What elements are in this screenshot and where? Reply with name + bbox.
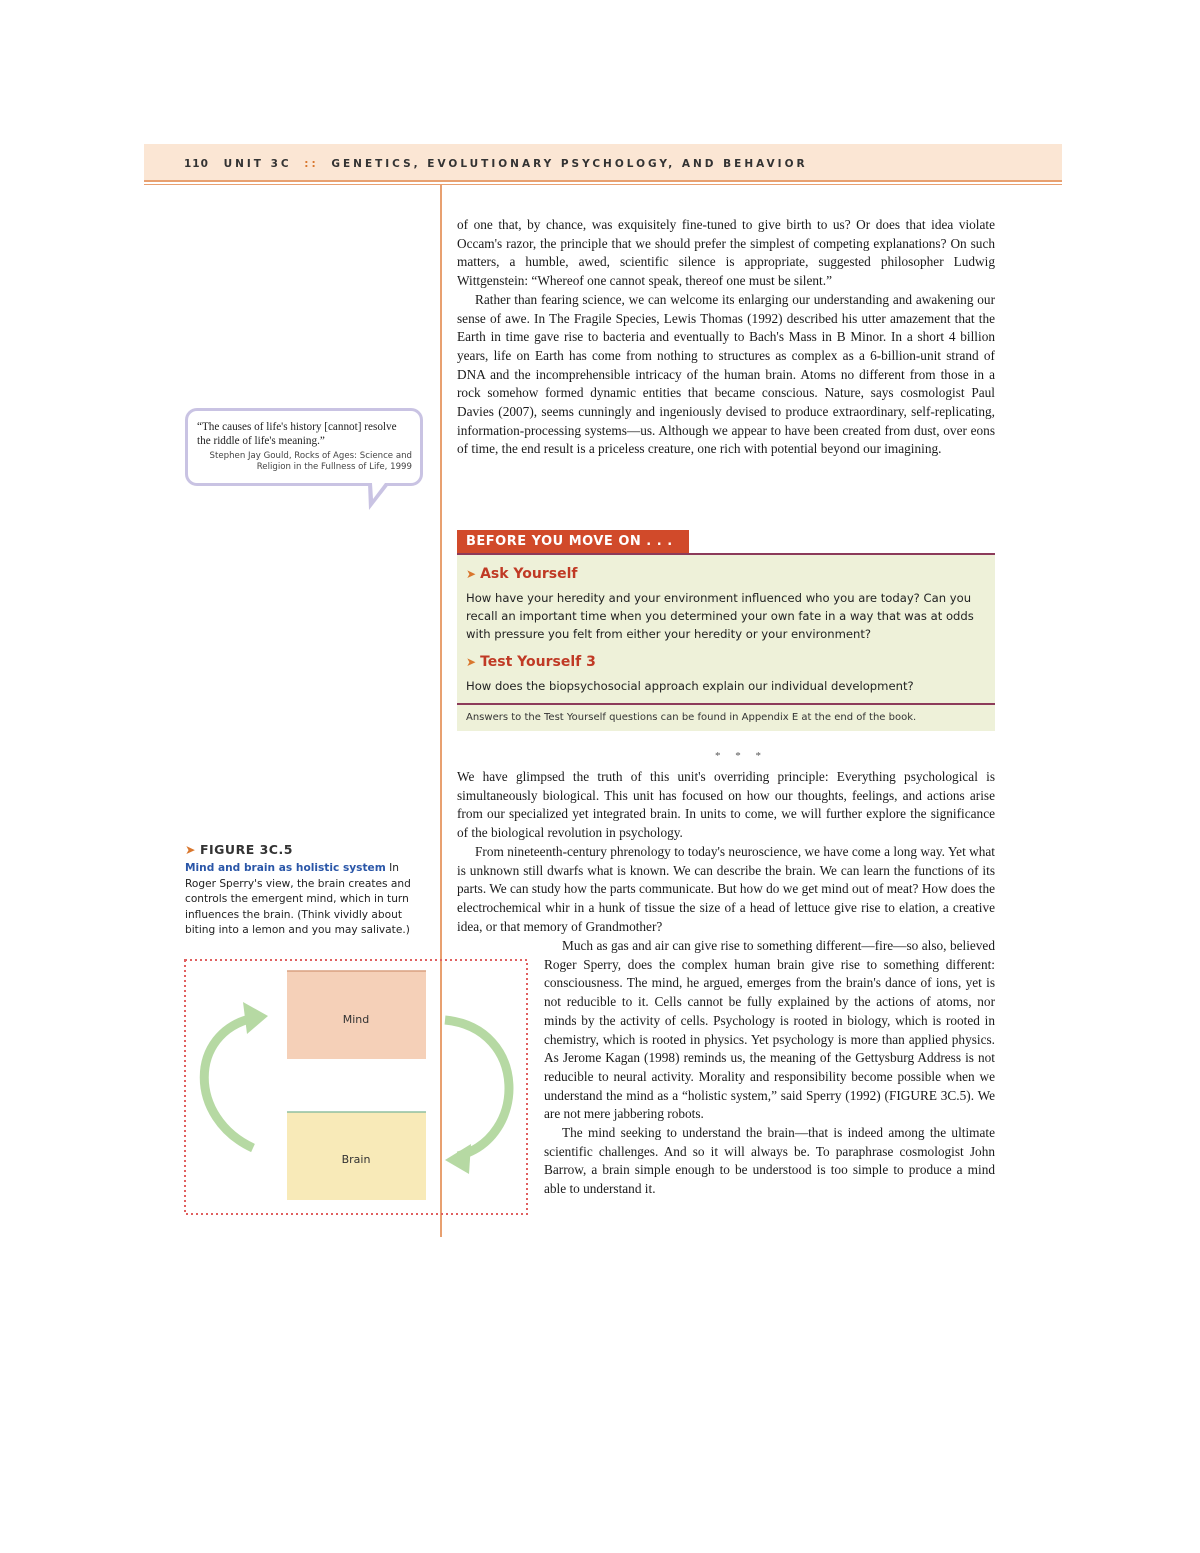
caption-body: In Roger Sperry's view, the brain creates and controls the emergent mind, which in turn influences the brain. (Think vividly about biting into a lemon and you may salivate.) [185, 862, 411, 936]
answers-note: Answers to the Test Yourself questions can be found in Appendix E at the end of the book. [466, 712, 917, 723]
arrow-head-icon [445, 1144, 471, 1174]
test-yourself-heading: ➤ Test Yourself 3 [466, 654, 596, 670]
brain-label: Brain [341, 1153, 371, 1166]
ask-yourself-heading: ➤ Ask Yourself [466, 566, 578, 582]
body-text-bottom [457, 768, 995, 936]
header-rule [144, 184, 1062, 185]
paragraph: Much as gas and air can give rise to something different—fire—so also, believed Roger Sperry, does the complex human brain give rise to something different: consciousness. The mind, he argued, emerges from the brain's dance of ions, yet is not reducible to it. Cells cannot be fully explained by the actions of atoms, nor minds by the activity of cells. Psychology is rooted in biology, which is rooted in chemistry, which is rooted in physics. Yet psychology is more than applied physics. As Jerome Kagan (1998) reminds us, the meaning of the Gettysburg Address is not reducible to neural activity. Morality and responsibility become possible when we understand the mind as a “holistic system,” said Sperry (1992) (FIGURE 3C.5). We are not mere jabbering robots. [544, 938, 995, 1122]
brain-to-mind-arrow [204, 1018, 253, 1148]
paragraph: From nineteenth-century phrenology to today's neuroscience, we have come a long way. Yet what is unknown still dwarfs what is known. We can describe the brain. We can learn the functions of its parts. We can study how the parts communicate. But how do we get mind out of meat? How does the electrochemical whir in a hunk of tissue the size of a head of lettuce give rise to elation, a creative idea, or that memory of Grandmother? [457, 843, 995, 934]
arrow-icon: ➤ [466, 567, 477, 581]
quote-text: “The causes of life's history [cannot] resolve the riddle of life's meaning.” [197, 421, 397, 447]
quote-attribution: Stephen Jay Gould, Rocks of Ages: Science and Religion in the Fullness of Life, 1999 [209, 451, 412, 472]
running-header [144, 144, 1062, 182]
mind-label: Mind [342, 1013, 370, 1026]
body-text-top [457, 216, 995, 459]
arrow-head-icon [243, 1002, 268, 1034]
chapter-title: GENETICS, EVOLUTIONARY PSYCHOLOGY, AND BEHAVIOR [331, 158, 808, 170]
before-you-move-on-tab: BEFORE YOU MOVE ON . . . [457, 530, 689, 553]
body-text-wrapped [544, 937, 995, 1199]
mind-brain-diagram [183, 958, 529, 1216]
page-number: 110 [184, 158, 209, 170]
arrow-icon: ➤ [185, 842, 196, 857]
caption-title: Mind and brain as holistic system [185, 862, 386, 874]
figure-caption [185, 861, 425, 939]
speech-bubble-tail-icon [365, 483, 395, 513]
panel-divider [457, 703, 995, 705]
header-separator: :: [304, 158, 319, 170]
unit-label: UNIT 3C [223, 158, 292, 170]
test-yourself-body: How does the biopsychosocial approach explain our individual development? [466, 679, 914, 693]
paragraph: We have glimpsed the truth of this unit's overriding principle: Everything psychological is simultaneously biological. This unit has focused on how our thoughts, feelings, and actions arise from our specialized yet integrated brain. In units to come, we will further explore the significance of the biological revolution in psychology. [457, 769, 995, 841]
before-you-move-on-panel [457, 553, 995, 731]
paragraph: Rather than fearing science, we can welcome its enlarging our understanding and awakening our sense of awe. In The Fragile Species, Lewis Thomas (1992) described his utter amazement that the Earth in time gave rise to bacteria and eventually to Bach's Mass in B Minor. In a short 4 billion years, life on Earth has come from nothing to structures as complex as a 6-billion-unit strand of DNA and the incomprehensible intricacy of the human brain. Atoms no different from those in a rock somehow formed dynamic entities that became conscious. Nature, says cosmologist Paul Davies (2007), seems cunningly and ingeniously devised to produce extraordinary, self-replicating, information-processing systems—us. Although we appear to have been created from dust, over eons of time, the end result is a priceless creature, one rich with potential beyond our imagining. [457, 291, 995, 457]
figure-label: ➤ FIGURE 3C.5 [185, 842, 293, 857]
paragraph: The mind seeking to understand the brain—that is indeed among the ultimate scientific challenges. And so it will always be. To paraphrase cosmologist John Barrow, a brain simple enough to be understood is too simple to produce a mind able to understand it. [544, 1125, 995, 1197]
section-break: * * * [715, 750, 767, 762]
margin-quote [185, 408, 423, 486]
arrow-icon: ➤ [466, 655, 477, 669]
mind-to-brain-arrow [445, 1020, 509, 1156]
ask-yourself-body: How have your heredity and your environment influenced who you are today? Can you recall an important time when you determined your own fate in a way that was at odds with pressure you felt from either your heredity or your environment? [466, 591, 974, 641]
header-text [184, 158, 808, 170]
paragraph: of one that, by chance, was exquisitely fine-tuned to give birth to us? Or does that idea violate Occam's razor, the principle that we should prefer the simplest of competing explanations? On such matters, a humble, awed, scientific silence is appropriate, suggested philosopher Ludwig Wittgenstein: “Whereof one cannot speak, thereof one must be silent.” [457, 217, 995, 289]
